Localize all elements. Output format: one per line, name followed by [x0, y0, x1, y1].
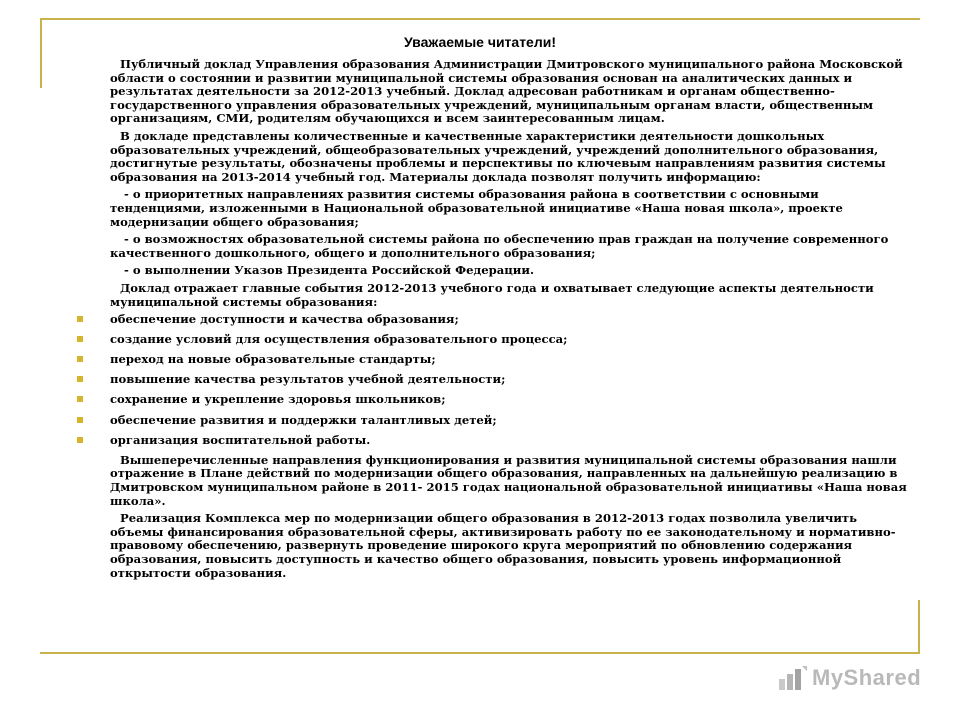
bullet-square-icon [77, 437, 83, 443]
dash-item-opportunities: - о возможностях образовательной системы района по обеспечению прав граждан на получение современного качественного дошкольного, общего и дополнительного образования; [110, 232, 889, 260]
bullet-square-icon [77, 417, 83, 423]
bullet-square-icon [77, 336, 83, 342]
paragraph-events: Доклад отражает главные события 2012-2013 учебного года и охватывает следующие аспекты деятельности муниципальной системы образования: [110, 280, 874, 309]
list-item: обеспечение развития и поддержки талантливых детей; [110, 414, 910, 428]
frame-top-line [40, 18, 920, 20]
page-title: Уважаемые читатели! [403, 34, 557, 50]
aspects-list [110, 313, 910, 447]
paragraph-directions: Вышеперечисленные направления функционирования и развития муниципальной системы образования нашли отражение в Плане действий по модернизации общего образования, направленных на дальнейшую реализацию в Дмитровском муниципальном районе в 2011- 2015 годах национальной образовательной инициативы «Наша новая школа». [110, 452, 907, 508]
frame-right-line [918, 600, 920, 654]
bullet-square-icon [77, 396, 83, 402]
watermark-logo [778, 664, 921, 692]
frame-left-line [40, 18, 42, 88]
list-item: переход на новые образовательные стандарты; [110, 353, 910, 367]
bullet-square-icon [77, 316, 83, 322]
list-item: создание условий для осуществления образовательного процесса; [110, 333, 910, 347]
document-body [110, 58, 910, 584]
list-item: обеспечение доступности и качества образования; [110, 313, 910, 327]
bullet-square-icon [77, 376, 83, 382]
myshared-logo-icon [778, 665, 808, 691]
dash-item-decrees: - о выполнении Указов Президента Российской Федерации. [124, 263, 535, 278]
list-item: сохранение и укрепление здоровья школьников; [110, 393, 910, 407]
paragraph-content: В докладе представлены количественные и качественные характеристики деятельности дошкольных образовательных учреждений, общеобразовательных учреждений, учреждений дополнительного образования, достигнутые результаты, обозначены проблемы и перспективы по ключевым направлениям развития системы образования на 2013-2014 учебный год. Материалы доклада позволят получить информацию: [110, 128, 886, 184]
paragraph-implementation: Реализация Комплекса мер по модернизации общего образования в 2012-2013 годах позволила увеличить объемы финансирования образовательной сферы, активизировать работу по ее законодательному и нормативно-правовому обеспечению, развернуть проведение широкого круга мероприятий по обновлению содержания образования, повысить доступность и качество общего образования, повысить уровень информационной открытости образования. [110, 511, 896, 580]
paragraph-intro: Публичный доклад Управления образования Администрации Дмитровского муниципального района Московской области о состоянии и развитии муниципальной системы образования основан на аналитических данных и результатах деятельности за 2012-2013 учебный. Доклад адресован работникам и органам общественно-государственного управления образовательных учреждений, муниципальным органам власти, общественным организациям, СМИ, родителям обучающихся и всем заинтересованным лицам. [110, 57, 903, 126]
list-item: организация воспитательной работы. [110, 434, 910, 448]
frame-bottom-line [40, 652, 920, 654]
watermark-text: MyShared [812, 665, 922, 690]
list-item: повышение качества результатов учебной деятельности; [110, 373, 910, 387]
bullet-square-icon [77, 356, 83, 362]
dash-item-priorities: - о приоритетных направлениях развития системы образования района в соответствии с основными тенденциями, изложенными в Национальной образовательной инициативе «Наша новая школа», проекте модернизации общего образования; [110, 187, 843, 229]
